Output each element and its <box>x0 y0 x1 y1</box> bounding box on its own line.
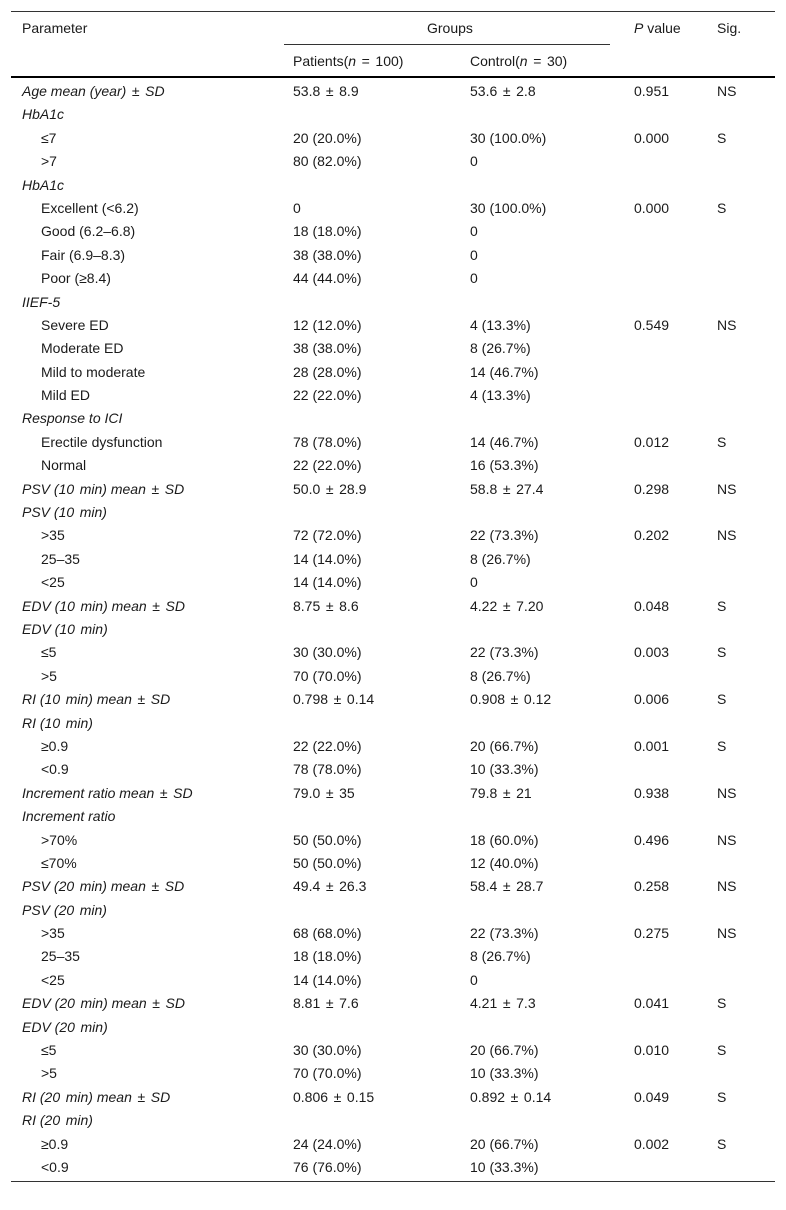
control-cell: 0 <box>470 270 478 287</box>
sig-cell: S <box>717 691 727 708</box>
row-label: <0.9 <box>41 761 69 778</box>
control-cell: 22 (73.3%) <box>470 527 539 544</box>
patients-cell: 14 (14.0%) <box>293 550 362 567</box>
patients-cell: 18 (18.0%) <box>293 948 362 965</box>
sig-cell: S <box>717 737 727 754</box>
sig-cell: NS <box>717 925 737 942</box>
patients-cell: 76 (76.0%) <box>293 1158 362 1175</box>
p-value-cell: 0.003 <box>634 644 670 661</box>
p-value-cell: 0.041 <box>634 995 670 1012</box>
sig-cell: NS <box>717 784 737 801</box>
control-cell: 0 <box>470 574 478 591</box>
table-row <box>11 571 775 594</box>
row-label: Mild ED <box>41 387 91 404</box>
table-row <box>11 595 775 618</box>
control-cell: 22 (73.3%) <box>470 644 539 661</box>
patients-cell: 0 <box>293 199 301 216</box>
sig-cell: NS <box>717 316 737 333</box>
table-row <box>11 992 775 1015</box>
table-row <box>11 665 775 688</box>
table-row <box>11 1133 775 1156</box>
control-cell: 53.6 ± 2.8 <box>470 83 536 99</box>
control-cell: 58.4 ± 28.7 <box>470 878 544 895</box>
patients-cell: 72 (72.0%) <box>293 527 362 544</box>
table-row <box>11 548 775 571</box>
p-value-cell: 0.012 <box>634 433 670 450</box>
table-row <box>11 829 775 852</box>
row-label: >35 <box>41 527 65 544</box>
control-cell: 4 (13.3%) <box>470 387 531 404</box>
sig-cell: S <box>717 1088 727 1105</box>
row-label: ≥0.9 <box>41 1135 69 1152</box>
row-label: >5 <box>41 667 57 684</box>
row-label: >5 <box>41 1065 57 1082</box>
row-label: HbA1c <box>22 106 65 123</box>
patients-cell: 30 (30.0%) <box>293 644 362 661</box>
patients-cell: 0.798 ± 0.14 <box>293 691 375 708</box>
table-row <box>11 407 775 430</box>
row-label: EDV (10 min) mean ± SD <box>22 597 185 614</box>
table-body <box>11 78 775 1181</box>
patients-cell: 12 (12.0%) <box>293 316 362 333</box>
table-row <box>11 735 775 758</box>
control-cell: 0 <box>470 223 478 240</box>
patients-cell: 79.0 ± 35 <box>293 784 355 801</box>
control-cell: 0 <box>470 971 478 988</box>
header-p-letter: P <box>634 20 644 36</box>
p-value-cell: 0.275 <box>634 925 670 942</box>
row-label: Normal <box>41 457 87 474</box>
row-label: 25–35 <box>41 550 80 567</box>
p-value-cell: 0.951 <box>634 83 670 99</box>
row-label: ≥0.9 <box>41 737 69 754</box>
sig-cell: NS <box>717 480 737 497</box>
table-row <box>11 127 775 150</box>
row-label: >35 <box>41 925 65 942</box>
row-label: RI (10 min) <box>22 714 93 731</box>
patients-cell: 44 (44.0%) <box>293 270 362 287</box>
row-label: Increment ratio <box>22 808 116 825</box>
patients-cell: 14 (14.0%) <box>293 574 362 591</box>
sig-cell: S <box>717 597 727 614</box>
patients-cell: 70 (70.0%) <box>293 667 362 684</box>
table-row <box>11 641 775 664</box>
row-label: <0.9 <box>41 1158 69 1175</box>
table-row <box>11 384 775 407</box>
table-row <box>11 875 775 898</box>
patients-cell: 8.75 ± 8.6 <box>293 597 359 614</box>
row-label: Increment ratio mean ± SD <box>22 784 193 801</box>
control-cell: 8 (26.7%) <box>470 667 531 684</box>
p-value-cell: 0.006 <box>634 691 670 708</box>
sig-cell: NS <box>717 83 737 99</box>
header-p-rest: value <box>643 20 681 36</box>
header-patients: Patients(n = 100) <box>293 53 404 69</box>
p-value-cell: 0.000 <box>634 129 670 146</box>
row-label: <25 <box>41 574 65 591</box>
row-label: RI (10 min) mean ± SD <box>22 691 171 708</box>
row-label: ≤70% <box>41 854 77 871</box>
p-value-cell: 0.048 <box>634 597 670 614</box>
control-cell: 0.908 ± 0.12 <box>470 691 552 708</box>
row-label: PSV (10 min) mean ± SD <box>22 480 185 497</box>
header-control: Control(n = 30) <box>470 53 568 69</box>
p-value-cell: 0.049 <box>634 1088 670 1105</box>
patients-cell: 50 (50.0%) <box>293 831 362 848</box>
table-row <box>11 1016 775 1039</box>
control-cell: 0 <box>470 153 478 170</box>
table-row <box>11 291 775 314</box>
row-label: ≤5 <box>41 1042 57 1059</box>
row-label: ≤7 <box>41 129 57 146</box>
header-parameter: Parameter <box>22 20 88 36</box>
table-header <box>11 12 775 76</box>
sig-cell: S <box>717 129 727 146</box>
table-row <box>11 524 775 547</box>
patients-cell: 14 (14.0%) <box>293 971 362 988</box>
table-row <box>11 361 775 384</box>
control-cell: 12 (40.0%) <box>470 854 539 871</box>
patients-cell: 78 (78.0%) <box>293 761 362 778</box>
table-row <box>11 712 775 735</box>
patients-cell: 70 (70.0%) <box>293 1065 362 1082</box>
control-cell: 30 (100.0%) <box>470 129 547 146</box>
control-cell: 8 (26.7%) <box>470 340 531 357</box>
patients-cell: 50.0 ± 28.9 <box>293 480 367 497</box>
patients-cell: 38 (38.0%) <box>293 340 362 357</box>
patients-cell: 22 (22.0%) <box>293 387 362 404</box>
table-row <box>11 758 775 781</box>
p-value-cell: 0.258 <box>634 878 670 895</box>
row-label: Erectile dysfunction <box>41 433 163 450</box>
patients-cell: 38 (38.0%) <box>293 246 362 263</box>
control-cell: 10 (33.3%) <box>470 761 539 778</box>
control-cell: 0.892 ± 0.14 <box>470 1088 552 1105</box>
patients-cell: 28 (28.0%) <box>293 363 362 380</box>
p-value-cell: 0.496 <box>634 831 670 848</box>
table-row <box>11 618 775 641</box>
table-row <box>11 337 775 360</box>
row-label: EDV (20 min) mean ± SD <box>22 995 185 1012</box>
p-value-cell: 0.938 <box>634 784 670 801</box>
control-cell: 10 (33.3%) <box>470 1158 539 1175</box>
sig-cell: S <box>717 995 727 1012</box>
control-cell: 10 (33.3%) <box>470 1065 539 1082</box>
row-label: Mild to moderate <box>41 363 146 380</box>
control-cell: 14 (46.7%) <box>470 363 539 380</box>
table-row <box>11 852 775 875</box>
sig-cell: S <box>717 1135 727 1152</box>
patients-cell: 24 (24.0%) <box>293 1135 362 1152</box>
control-cell: 8 (26.7%) <box>470 948 531 965</box>
control-cell: 4.22 ± 7.20 <box>470 597 544 614</box>
table-bottom-rule <box>11 1181 775 1182</box>
row-label: RI (20 min) <box>22 1112 93 1129</box>
row-label: PSV (20 min) mean ± SD <box>22 878 185 895</box>
patients-cell: 22 (22.0%) <box>293 737 362 754</box>
row-label: Age mean (year) ± SD <box>22 83 165 99</box>
row-label: >7 <box>41 153 57 170</box>
sig-cell: S <box>717 433 727 450</box>
table-row <box>11 150 775 173</box>
control-cell: 8 (26.7%) <box>470 550 531 567</box>
p-value-cell: 0.298 <box>634 480 670 497</box>
groups-underline <box>284 44 610 45</box>
patients-cell: 50 (50.0%) <box>293 854 362 871</box>
row-label: Moderate ED <box>41 340 124 357</box>
control-cell: 79.8 ± 21 <box>470 784 532 801</box>
row-label: Good (6.2–6.8) <box>41 223 136 240</box>
table-row <box>11 220 775 243</box>
patients-cell: 80 (82.0%) <box>293 153 362 170</box>
table-row <box>11 1039 775 1062</box>
control-cell: 14 (46.7%) <box>470 433 539 450</box>
table-row <box>11 1156 775 1179</box>
row-label: Poor (≥8.4) <box>41 270 111 287</box>
patients-cell: 78 (78.0%) <box>293 433 362 450</box>
row-label: Response to ICI <box>22 410 123 427</box>
header-groups: Groups <box>427 20 473 36</box>
table-row <box>11 478 775 501</box>
control-cell: 18 (60.0%) <box>470 831 539 848</box>
control-cell: 20 (66.7%) <box>470 1135 539 1152</box>
header-sig: Sig. <box>717 20 742 36</box>
sig-cell: NS <box>717 527 737 544</box>
row-label: HbA1c <box>22 176 65 193</box>
control-cell: 20 (66.7%) <box>470 737 539 754</box>
table-row <box>11 454 775 477</box>
table-row <box>11 314 775 337</box>
table-row <box>11 969 775 992</box>
control-cell: 4 (13.3%) <box>470 316 531 333</box>
row-label: PSV (20 min) <box>22 901 107 918</box>
row-label: RI (20 min) mean ± SD <box>22 1088 171 1105</box>
row-label: Fair (6.9–8.3) <box>41 246 126 263</box>
row-label: 25–35 <box>41 948 80 965</box>
p-value-cell: 0.001 <box>634 737 670 754</box>
patients-cell: 8.81 ± 7.6 <box>293 995 359 1012</box>
p-value-cell: 0.202 <box>634 527 670 544</box>
table-row <box>11 782 775 805</box>
row-label: ≤5 <box>41 644 57 661</box>
patients-cell: 30 (30.0%) <box>293 1042 362 1059</box>
table-row <box>11 945 775 968</box>
p-value-cell: 0.549 <box>634 316 670 333</box>
table-row <box>11 922 775 945</box>
table-row <box>11 1062 775 1085</box>
sig-cell: NS <box>717 831 737 848</box>
patients-cell: 20 (20.0%) <box>293 129 362 146</box>
patients-cell: 22 (22.0%) <box>293 457 362 474</box>
row-label: EDV (20 min) <box>22 1018 108 1035</box>
table-row <box>11 431 775 454</box>
patients-cell: 49.4 ± 26.3 <box>293 878 367 895</box>
control-cell: 58.8 ± 27.4 <box>470 480 544 497</box>
table-row <box>11 501 775 524</box>
row-label: <25 <box>41 971 65 988</box>
control-cell: 20 (66.7%) <box>470 1042 539 1059</box>
patients-cell: 18 (18.0%) <box>293 223 362 240</box>
sig-cell: S <box>717 199 727 216</box>
row-label: >70% <box>41 831 78 848</box>
table-row <box>11 267 775 290</box>
patients-cell: 68 (68.0%) <box>293 925 362 942</box>
table-row <box>11 1109 775 1132</box>
control-cell: 16 (53.3%) <box>470 457 539 474</box>
row-label: IIEF-5 <box>22 293 61 310</box>
p-value-cell: 0.002 <box>634 1135 670 1152</box>
p-value-cell: 0.000 <box>634 199 670 216</box>
table-row <box>11 899 775 922</box>
patients-cell: 0.806 ± 0.15 <box>293 1088 375 1105</box>
sig-cell: S <box>717 644 727 661</box>
control-cell: 4.21 ± 7.3 <box>470 995 536 1012</box>
sig-cell: S <box>717 1042 727 1059</box>
row-label: EDV (10 min) <box>22 620 108 637</box>
row-label: Excellent (<6.2) <box>41 199 139 216</box>
control-cell: 0 <box>470 246 478 263</box>
table-row <box>11 1086 775 1109</box>
control-cell: 22 (73.3%) <box>470 925 539 942</box>
row-label: PSV (10 min) <box>22 504 107 521</box>
control-cell: 30 (100.0%) <box>470 199 547 216</box>
table-row <box>11 244 775 267</box>
table-row <box>11 688 775 711</box>
table-row <box>11 80 775 103</box>
patients-cell: 53.8 ± 8.9 <box>293 83 359 99</box>
results-table <box>11 11 775 1182</box>
row-label: Severe ED <box>41 316 109 333</box>
table-row <box>11 103 775 126</box>
sig-cell: NS <box>717 878 737 895</box>
table-row <box>11 174 775 197</box>
header-p-value <box>634 20 681 36</box>
table-row <box>11 197 775 220</box>
table-row <box>11 805 775 828</box>
p-value-cell: 0.010 <box>634 1042 670 1059</box>
